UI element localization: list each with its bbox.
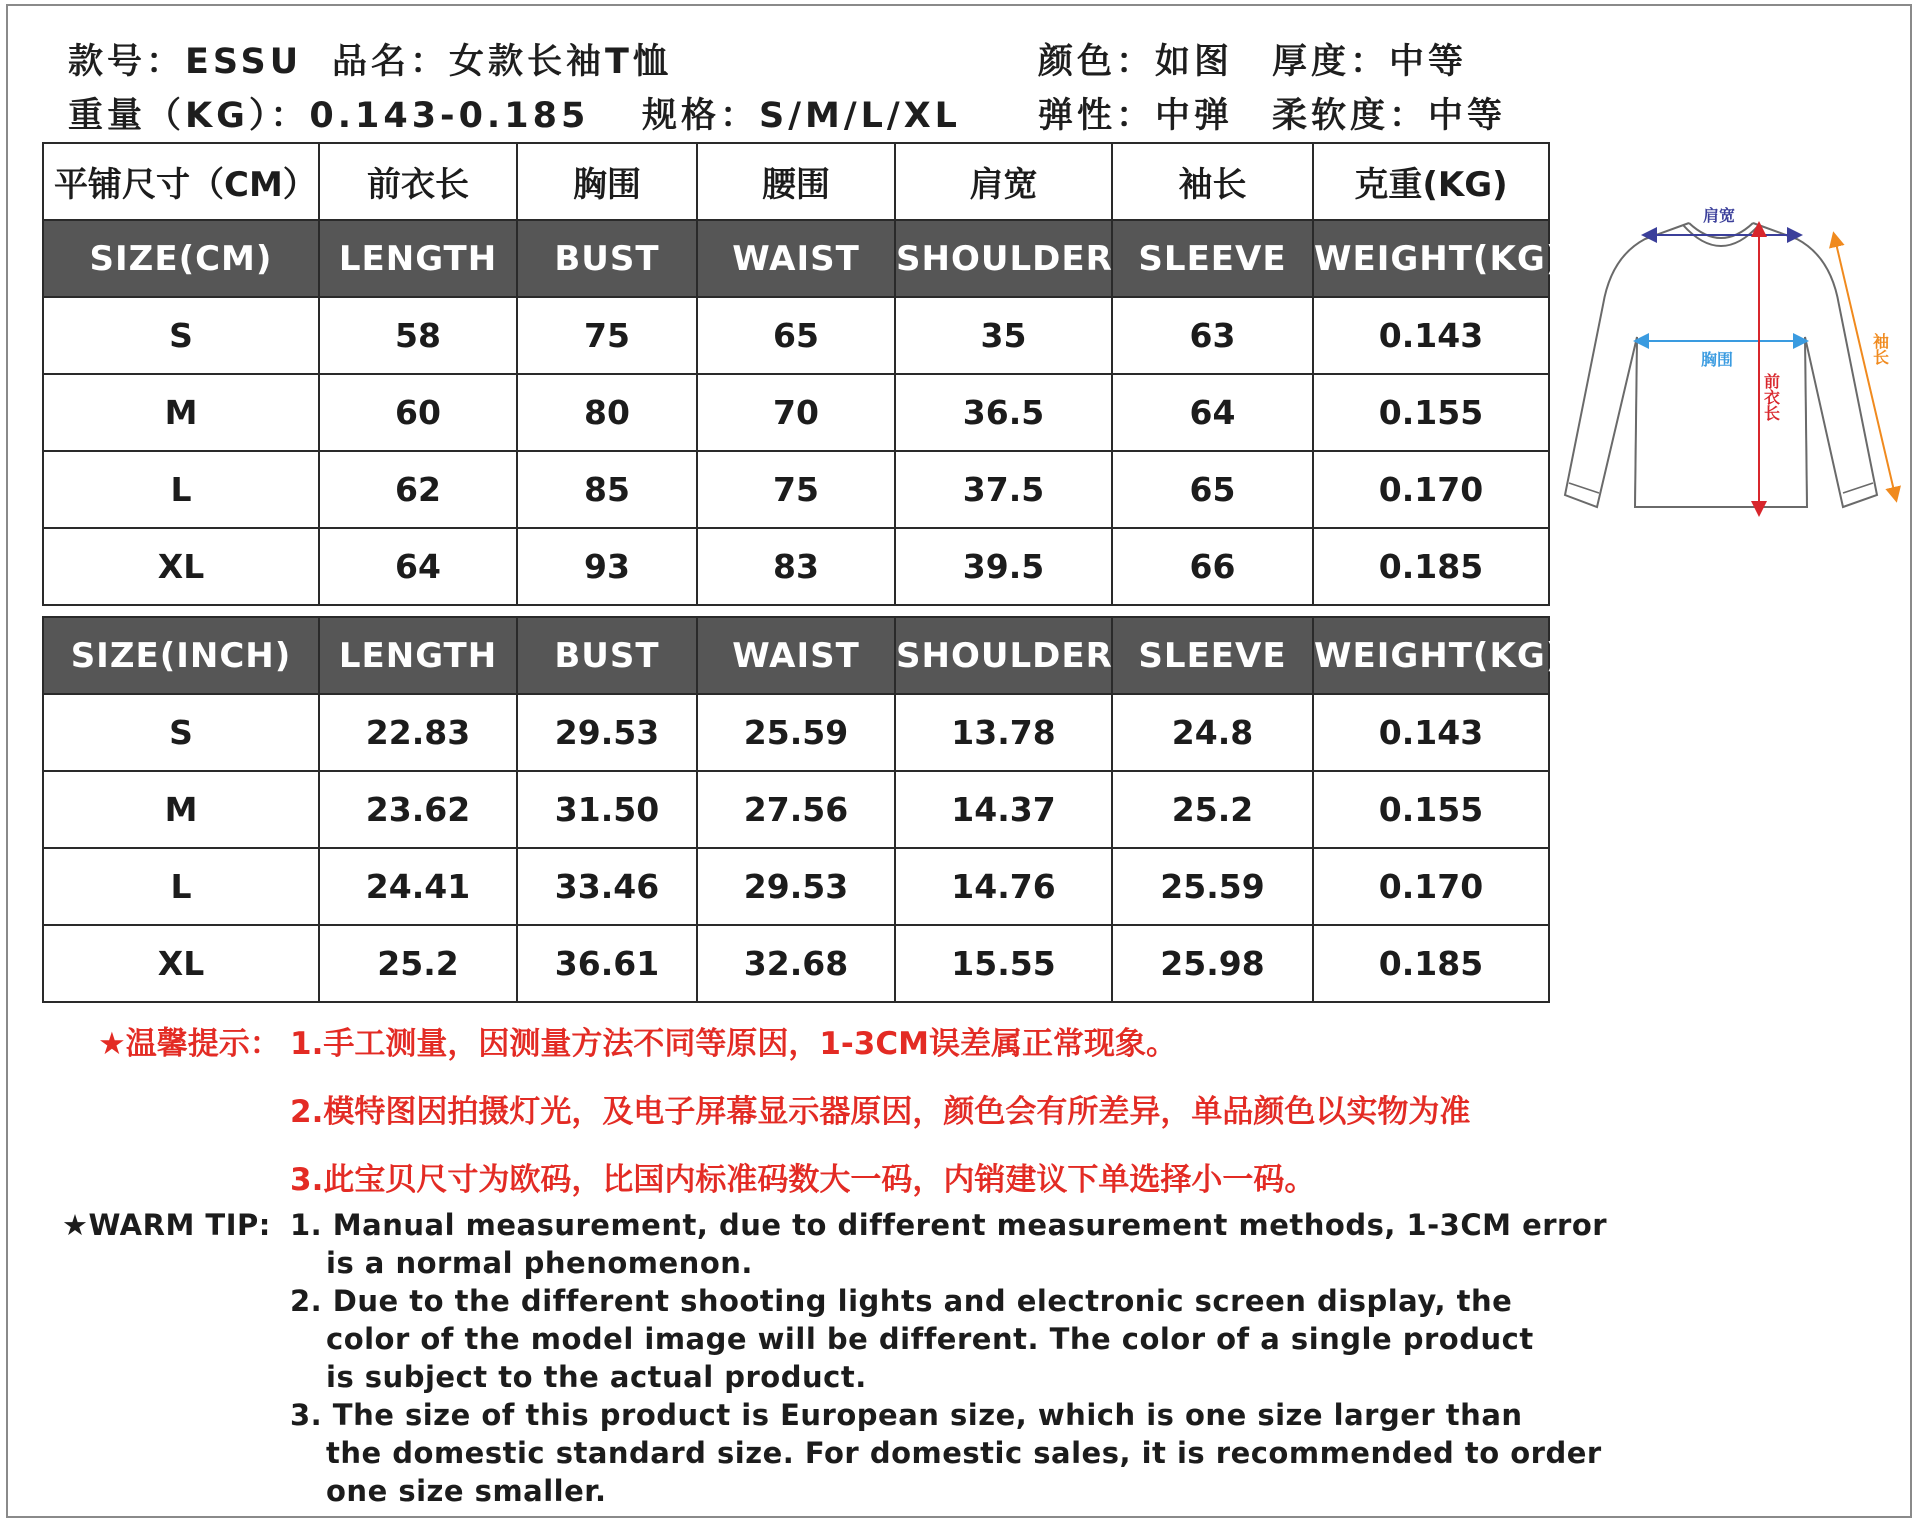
table-row — [43, 451, 1549, 528]
table-cell: 33.46 — [517, 848, 697, 925]
table-cell: 0.155 — [1313, 374, 1549, 451]
table-cell: 23.62 — [319, 771, 517, 848]
header-cell: 克重(KG) — [1313, 143, 1549, 220]
header-cell: 平铺尺寸（CM） — [43, 143, 319, 220]
table-cell: 62 — [319, 451, 517, 528]
warm-tip-cn-label: ★温馨提示： — [98, 1026, 281, 1062]
header-cell: WAIST — [697, 220, 895, 297]
table-header-en — [43, 220, 1549, 297]
table-cell: 24.8 — [1112, 694, 1313, 771]
table-cell: 25.2 — [319, 925, 517, 1002]
warm-tip-en-line: 3. The size of this product is European size, which is one size larger than — [290, 1398, 1523, 1432]
table-cell: 75 — [697, 451, 895, 528]
size-cell: M — [43, 771, 319, 848]
table-cell: 25.2 — [1112, 771, 1313, 848]
table-cell: 75 — [517, 297, 697, 374]
warm-tip-en-line: color of the model image will be different. The color of a single product — [326, 1322, 1534, 1356]
table-cell: 25.59 — [697, 694, 895, 771]
size-cell: M — [43, 374, 319, 451]
warm-tip-en-line: 1. Manual measurement, due to different measurement methods, 1-3CM error — [290, 1208, 1608, 1242]
header-cell: BUST — [517, 617, 697, 694]
thickness-info: 厚度：中等 — [1272, 42, 1468, 82]
bust-label: 胸围 — [1701, 350, 1734, 369]
table-cell: 13.78 — [895, 694, 1112, 771]
sleeve-arrow — [1835, 239, 1895, 495]
spec-info: 规格：S/M/L/XL — [642, 96, 961, 136]
table-cell: 65 — [697, 297, 895, 374]
table-cell: 60 — [319, 374, 517, 451]
size-cell: L — [43, 451, 319, 528]
table-cell: 25.98 — [1112, 925, 1313, 1002]
header-cell: WEIGHT(KG) — [1313, 220, 1549, 297]
warm-tip-en-label: ★WARM TIP: — [62, 1208, 271, 1242]
size-cell: XL — [43, 925, 319, 1002]
table-cell: 27.56 — [697, 771, 895, 848]
warm-tip-en-line: 2. Due to the different shooting lights and electronic screen display, the — [290, 1284, 1513, 1318]
table-header-en — [43, 617, 1549, 694]
header-cell: SIZE(INCH) — [43, 617, 319, 694]
header-cell: 前衣长 — [319, 143, 517, 220]
header-cell: 袖长 — [1112, 143, 1313, 220]
table-cell: 0.143 — [1313, 694, 1549, 771]
table-cell: 0.143 — [1313, 297, 1549, 374]
warm-tip-en-line: the domestic standard size. For domestic sales, it is recommended to order — [326, 1436, 1602, 1470]
table-cell: 29.53 — [697, 848, 895, 925]
table-cell: 0.170 — [1313, 451, 1549, 528]
header-cell: 肩宽 — [895, 143, 1112, 220]
shoulder-label: 肩宽 — [1703, 206, 1736, 225]
table-cell: 64 — [1112, 374, 1313, 451]
warm-tip-en-line: one size smaller. — [326, 1474, 607, 1508]
table-cell: 29.53 — [517, 694, 697, 771]
size-cell: L — [43, 848, 319, 925]
table-row — [43, 848, 1549, 925]
table-cell: 65 — [1112, 451, 1313, 528]
table-cell: 0.170 — [1313, 848, 1549, 925]
table-cell: 93 — [517, 528, 697, 605]
warm-tip-cn-1: 1.手工测量，因测量方法不同等原因，1-3CM误差属正常现象。 — [290, 1026, 1177, 1062]
table-cell: 63 — [1112, 297, 1313, 374]
style-number: 款号：ESSU — [68, 42, 303, 82]
table-cell: 0.155 — [1313, 771, 1549, 848]
table-cell: 36.5 — [895, 374, 1112, 451]
product-name: 品名：女款长袖T恤 — [332, 42, 672, 82]
table-cell: 25.59 — [1112, 848, 1313, 925]
table-cell: 36.61 — [517, 925, 697, 1002]
table-row — [43, 374, 1549, 451]
header-cell: SIZE(CM) — [43, 220, 319, 297]
header-cell: SHOULDER — [895, 220, 1112, 297]
table-cell: 24.41 — [319, 848, 517, 925]
warm-tip-en-line: is subject to the actual product. — [326, 1360, 867, 1394]
table-row — [43, 528, 1549, 605]
header-cell: 胸围 — [517, 143, 697, 220]
warm-tip-en-line: is a normal phenomenon. — [326, 1246, 753, 1280]
table-cell: 64 — [319, 528, 517, 605]
table-cell: 14.37 — [895, 771, 1112, 848]
table-row — [43, 694, 1549, 771]
header-cell: WEIGHT(KG) — [1313, 617, 1549, 694]
table-cell: 22.83 — [319, 694, 517, 771]
table-header-cn — [43, 143, 1549, 220]
sleeve-label: 袖长 — [1870, 333, 1890, 365]
table-cell: 58 — [319, 297, 517, 374]
table-row — [43, 925, 1549, 1002]
table-cell: 15.55 — [895, 925, 1112, 1002]
table-cell: 0.185 — [1313, 528, 1549, 605]
table-cell: 85 — [517, 451, 697, 528]
table-cell: 80 — [517, 374, 697, 451]
table-cell: 31.50 — [517, 771, 697, 848]
table-cell: 14.76 — [895, 848, 1112, 925]
table-row — [43, 771, 1549, 848]
length-label: 前衣长 — [1761, 373, 1781, 421]
table-cell: 32.68 — [697, 925, 895, 1002]
size-table-cm — [42, 142, 1563, 606]
softness-info: 柔软度：中等 — [1272, 96, 1507, 136]
weight-info: 重量（KG）：0.143-0.185 — [68, 96, 590, 136]
header-cell: BUST — [517, 220, 697, 297]
header-cell: WAIST — [697, 617, 895, 694]
header-cell: SHOULDER — [895, 617, 1112, 694]
table-cell: 37.5 — [895, 451, 1112, 528]
header-cell: SLEEVE — [1112, 617, 1313, 694]
color-info: 颜色：如图 — [1038, 42, 1234, 82]
table-cell: 35 — [895, 297, 1112, 374]
warm-tip-en-list — [290, 1206, 1607, 1510]
header-cell: LENGTH — [319, 220, 517, 297]
header-cell: 腰围 — [697, 143, 895, 220]
table-cell: 70 — [697, 374, 895, 451]
table-row — [43, 297, 1549, 374]
table-cell: 39.5 — [895, 528, 1112, 605]
table-cell: 66 — [1112, 528, 1313, 605]
tshirt-diagram — [1555, 195, 1910, 525]
warm-tip-cn-3: 3.此宝贝尺寸为欧码，比国内标准码数大一码，内销建议下单选择小一码。 — [290, 1162, 1316, 1198]
size-cell: S — [43, 694, 319, 771]
warm-tip-cn-2: 2.模特图因拍摄灯光，及电子屏幕显示器原因，颜色会有所差异，单品颜色以实物为准 — [290, 1094, 1471, 1130]
header-cell: LENGTH — [319, 617, 517, 694]
table-cell: 83 — [697, 528, 895, 605]
table-cell: 0.185 — [1313, 925, 1549, 1002]
elasticity-info: 弹性：中弹 — [1038, 96, 1234, 136]
size-cell: S — [43, 297, 319, 374]
size-table-inch — [42, 616, 1563, 1003]
size-cell: XL — [43, 528, 319, 605]
header-cell: SLEEVE — [1112, 220, 1313, 297]
